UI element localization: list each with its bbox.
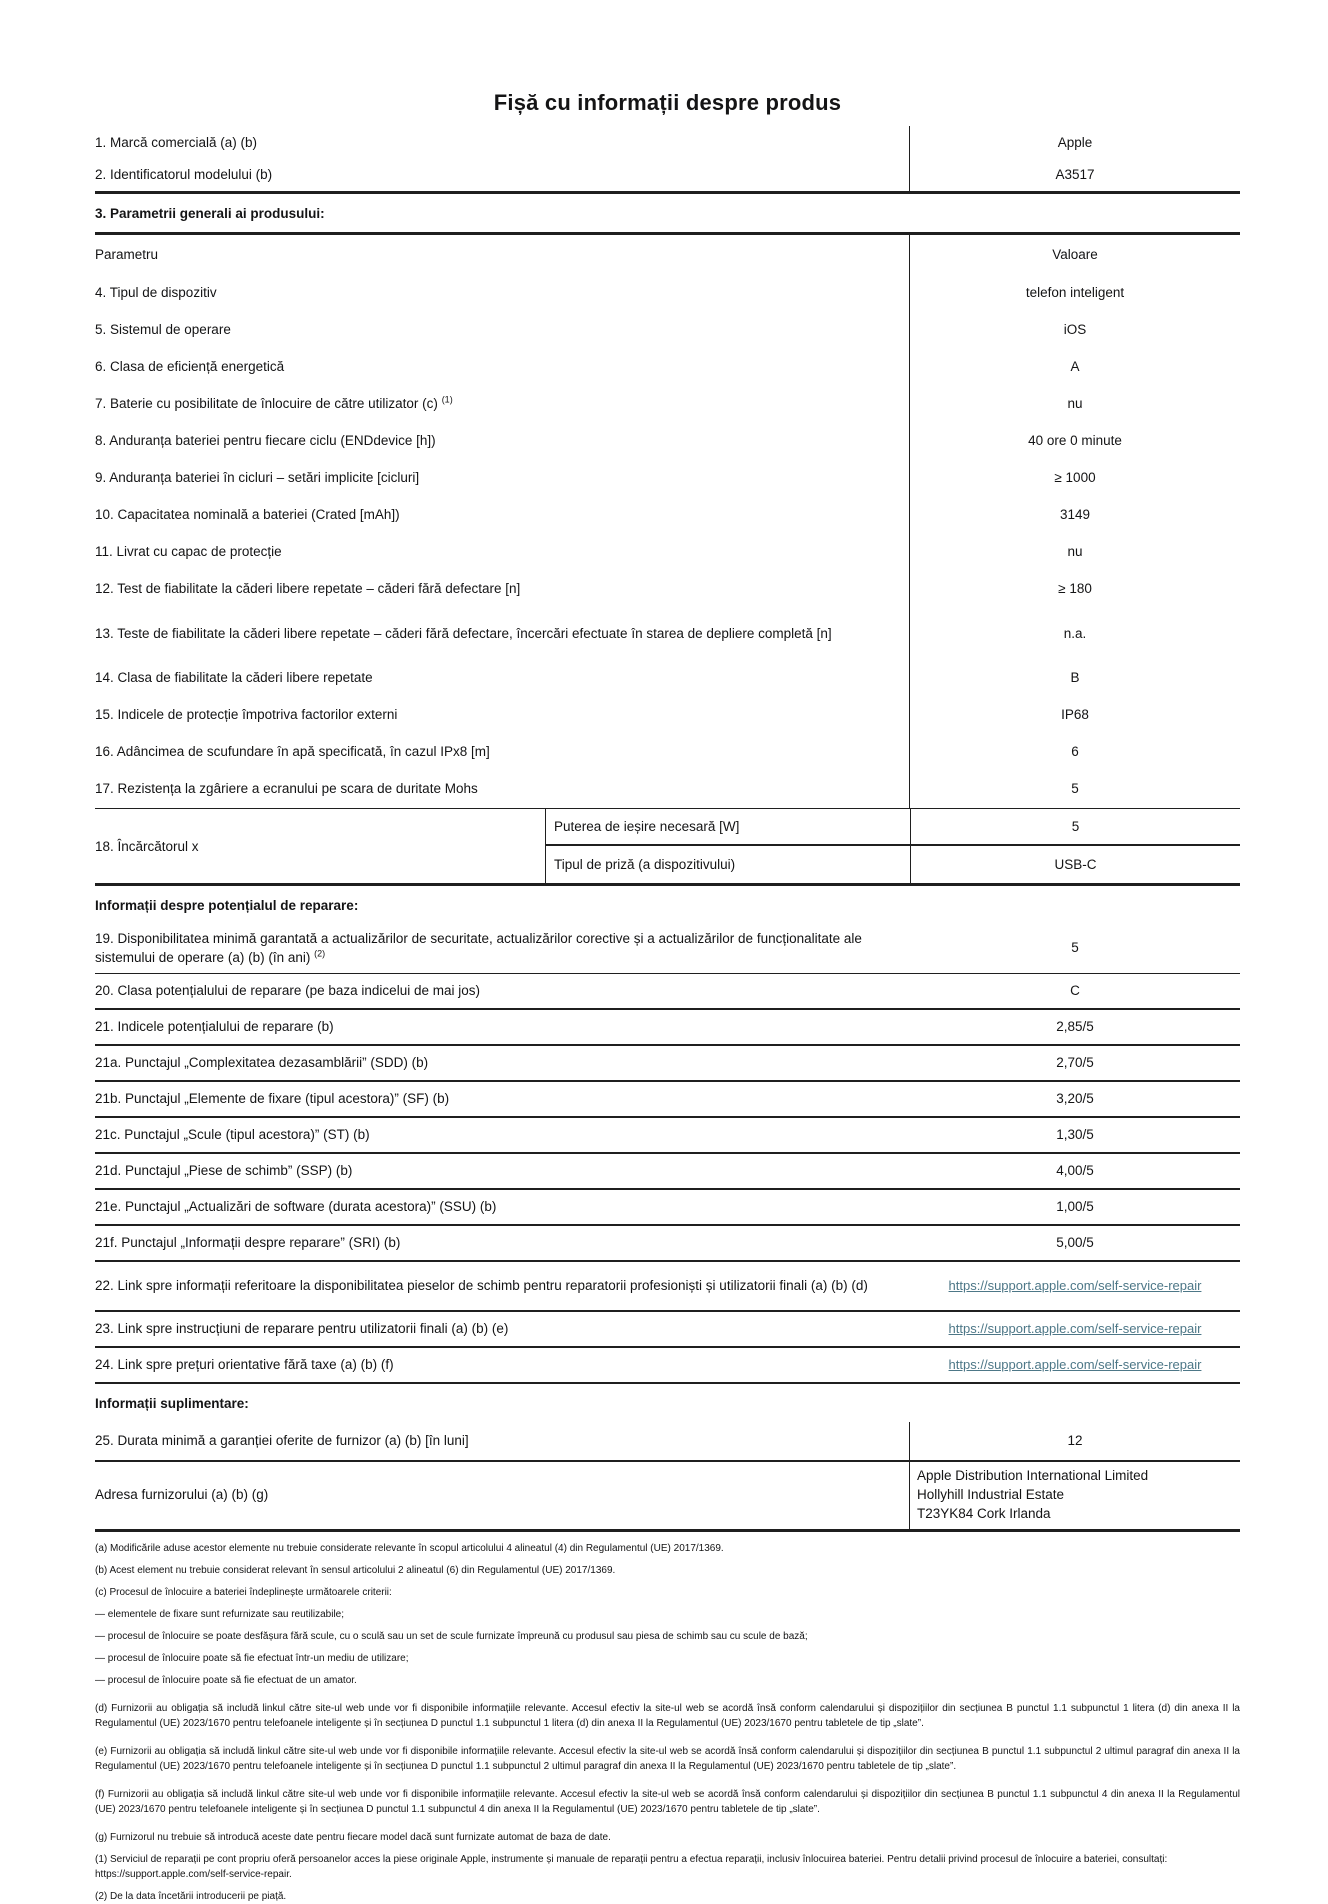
row-value: Apple	[1057, 134, 1093, 150]
row-label: 21d. Punctajul „Piese de schimb” (SSP) (b)	[95, 1162, 353, 1178]
row-label: 12. Test de fiabilitate la căderi libere repetate – căderi fără defectare [n]	[95, 571, 910, 608]
row-value: 2,70/5	[1056, 1054, 1094, 1070]
footnote-d: (d) Furnizorii au obligația să includă linkul către site-ul web unde vor fi disponibile informațiile relevante. Accesul efectiv la site-ul web se acordă însă conform calendarului și dispozițiilor din secțiunea B punctul 1.1 subpunctul 1 litera (d) din anexa II la Regulamentul (UE) 2023/1670 pentru telefoanele inteligente și în secțiunea D punctul 1.1 subpunctul 1 litera (d) din anexa II la Regulamentul (UE) 2023/1670 pentru tabletele de tip „slate”.	[95, 1702, 1240, 1729]
footnote-c-item: — procesul de înlocuire poate să fie efectuat de un amator.	[95, 1674, 357, 1686]
row-value: 40 ore 0 minute	[1028, 433, 1122, 449]
row-label: 19. Disponibilitatea minimă garantată a actualizărilor de securitate, actualizărilor corective și a actualizărilor de funcționalitate ale sistemului de operare (a) (b) (în ani) $^{(2)}$	[95, 931, 862, 965]
row-value: B	[1070, 670, 1080, 686]
row-value: 6	[1071, 744, 1079, 760]
row-label: 21e. Punctajul „Actualizări de software (durata acestora)” (SSU) (b)	[95, 1198, 497, 1214]
table-row-22	[95, 1262, 1240, 1312]
footnote-c-item: — elementele de fixare sunt refurnizate sau reutilizabile;	[95, 1608, 345, 1620]
row-value: 5	[1071, 781, 1079, 797]
address-line: T23YK84 Cork Irlanda	[917, 1506, 1051, 1522]
row-label: Tipul de priză (a dispozitivului)	[546, 846, 911, 883]
table-row-4	[95, 275, 1240, 312]
row-label: 13. Teste de fiabilitate la căderi libere repetate – căderi fără defectare, încercări efectuate în starea de depliere completă [n]	[95, 608, 910, 660]
row-value: 2,85/5	[1056, 1018, 1094, 1034]
row-label: 17. Rezistența la zgâriere a ecranului pe scara de duritate Mohs	[95, 771, 910, 808]
footnote-c-item: — procesul de înlocuire poate să fie efectuat într-un mediu de utilizare;	[95, 1652, 409, 1664]
row-label: 8. Anduranța bateriei pentru fiecare ciclu (ENDdevice [h])	[95, 423, 910, 460]
row-label: 22. Link spre informații referitoare la disponibilitatea pieselor de schimb pentru reparatorii profesioniști și utilizatorii finali (a) (b) (d)	[95, 1277, 868, 1293]
footnote-1: (1) Serviciul de reparații pe cont propriu oferă persoanelor acces la piese originale Apple, instrumente și manuale de reparații pentru a efectua reparații, inclusiv înlocuirea bateriei. Pentru detalii privind procesul de înlocuire a bateriei, consultați: https://support.apple.com/self-service-repair.	[95, 1853, 1168, 1880]
footnote-e: (e) Furnizorii au obligația să includă linkul către site-ul web unde vor fi disponibile informațiile relevante. Accesul efectiv la site-ul web se acordă însă conform calendarului și dispozițiilor din secțiunea B punctul 1.1 subpunctul 2 ultimul paragraf din anexa II la Regulamentul (UE) 2023/1670 pentru telefoanele inteligente și în secțiunea D punctul 1.1 subpunctul 2 ultimul paragraf din anexa II la Regulamentul (UE) 2023/1670 pentru tabletele de tip „slate”.	[95, 1745, 1240, 1772]
table-row-param-header	[95, 235, 1240, 275]
row-label: 21a. Punctajul „Complexitatea dezasamblării” (SDD) (b)	[95, 1054, 429, 1070]
table-row-brand	[95, 126, 1240, 160]
column-header-parametru: Parametru	[95, 235, 910, 275]
row-label: 7. Baterie cu posibilitate de înlocuire de către utilizator (c) $^{(1)}$	[95, 386, 910, 423]
footnote-a: (a) Modificările aduse acestor elemente nu trebuie considerate relevante în scopul articolului 4 alineatul (4) din Regulamentul (UE) 2017/1369.	[95, 1542, 724, 1554]
row-label: 5. Sistemul de operare	[95, 312, 910, 349]
row-value: A	[1070, 359, 1080, 375]
footnote-2: (2) De la data încetării introducerii pe piață.	[95, 1890, 287, 1902]
table-row-21a	[95, 1046, 1240, 1082]
table-row-21e	[95, 1190, 1240, 1226]
section-header-general: 3. Parametrii generali ai produsului:	[95, 194, 1240, 235]
table-row-21d	[95, 1154, 1240, 1190]
row-label: 14. Clasa de fiabilitate la căderi libere repetate	[95, 660, 910, 697]
footnote-g: (g) Furnizorul nu trebuie să introducă aceste date pentru fiecare model dacă sunt furnizate automat de baza de date.	[95, 1831, 611, 1843]
table-row-18-charger	[95, 808, 1240, 886]
row-value	[910, 1262, 1240, 1310]
row-label: 25. Durata minimă a garanției oferite de furnizor (a) (b) [în luni]	[95, 1422, 910, 1460]
table-row-25	[95, 1422, 1240, 1462]
column-header-valoare: Valoare	[1052, 246, 1098, 262]
footnotes	[95, 1541, 1240, 1904]
row-label: 21f. Punctajul „Informații despre reparare” (SRI) (b)	[95, 1234, 401, 1250]
row-label: 21c. Punctajul „Scule (tipul acestora)” (ST) (b)	[95, 1126, 370, 1142]
row-label: 21. Indicele potențialului de reparare (b)	[95, 1018, 334, 1034]
table-row-13	[95, 608, 1240, 660]
repair-instructions-link[interactable]: https://support.apple.com/self-service-repair	[948, 1321, 1202, 1337]
charger-subrow-plug	[546, 846, 1240, 883]
footnote-ref-2: (2)	[314, 948, 326, 958]
row-value: 1,00/5	[1056, 1198, 1094, 1214]
row-label: 21b. Punctajul „Elemente de fixare (tipul acestora)” (SF) (b)	[95, 1090, 450, 1106]
table-row-11	[95, 534, 1240, 571]
row-value	[910, 1348, 1240, 1382]
row-value: iOS	[1063, 322, 1087, 338]
footnote-c-item: — procesul de înlocuire se poate desfășura fără scule, cu o sculă sau un set de scule furnizate împreună cu produsul sau piesa de schimb sau cu scule de bază;	[95, 1630, 808, 1642]
table-row-7	[95, 386, 1240, 423]
row-label: 11. Livrat cu capac de protecție	[95, 534, 910, 571]
row-value: 5	[1071, 819, 1080, 834]
table-row-5	[95, 312, 1240, 349]
row-label: 10. Capacitatea nominală a bateriei (Crated [mAh])	[95, 497, 910, 534]
row-value: USB-C	[1054, 857, 1097, 872]
row-label: 20. Clasa potențialului de reparare (pe baza indicelui de mai jos)	[95, 982, 480, 998]
table-row-8	[95, 423, 1240, 460]
table-row-6	[95, 349, 1240, 386]
row-label: Puterea de ieșire necesară [W]	[546, 809, 911, 844]
row-value: nu	[1067, 544, 1083, 560]
footnote-b: (b) Acest element nu trebuie considerat relevant în sensul articolului 2 alineatul (6) din Regulamentul (UE) 2017/1369.	[95, 1564, 616, 1576]
row-value: A3517	[1055, 167, 1095, 183]
row-value: C	[1070, 982, 1080, 998]
table-row-supplier-address	[95, 1462, 1240, 1532]
table-row-24	[95, 1348, 1240, 1384]
supplier-address	[910, 1462, 1240, 1529]
table-row-12	[95, 571, 1240, 608]
row-label: 6. Clasa de eficiență energetică	[95, 349, 910, 386]
address-line: Apple Distribution International Limited	[917, 1468, 1149, 1483]
table-row-9	[95, 460, 1240, 497]
table-row-10	[95, 497, 1240, 534]
row-label: Adresa furnizorului (a) (b) (g)	[95, 1462, 910, 1529]
page-title: Fișă cu informații despre produs	[493, 90, 842, 115]
row-value: 3149	[1059, 507, 1091, 523]
footnote-c: (c) Procesul de înlocuire a bateriei îndeplinește următoarele criterii:	[95, 1586, 392, 1598]
row-label: 1. Marcă comercială (a) (b)	[95, 126, 910, 160]
spare-parts-link[interactable]: https://support.apple.com/self-service-repair	[948, 1278, 1202, 1294]
table-row-21f	[95, 1226, 1240, 1262]
row-value: 1,30/5	[1056, 1126, 1094, 1142]
row-label: 24. Link spre prețuri orientative fără taxe (a) (b) (f)	[95, 1356, 394, 1372]
row-value: n.a.	[1063, 625, 1087, 641]
indicative-prices-link[interactable]: https://support.apple.com/self-service-repair	[948, 1357, 1202, 1373]
row-value: 12	[1067, 1432, 1083, 1448]
section-header-repair: Informații despre potențialul de reparare:	[95, 898, 359, 913]
row-value	[910, 1312, 1240, 1346]
row-label: 4. Tipul de dispozitiv	[95, 275, 910, 312]
row-label: 2. Identificatorul modelului (b)	[95, 160, 910, 191]
row-value: 5	[1071, 940, 1079, 956]
row-value: ≥ 1000	[1054, 470, 1096, 486]
table-row-16	[95, 734, 1240, 771]
row-label: 18. Încărcătorul x	[95, 838, 199, 854]
row-value: IP68	[1061, 707, 1089, 723]
row-label: 15. Indicele de protecție împotriva factorilor externi	[95, 697, 910, 734]
table-row-21	[95, 1010, 1240, 1046]
row-label: 9. Anduranța bateriei în cicluri – setări implicite [cicluri]	[95, 460, 910, 497]
row-value: 3,20/5	[1056, 1090, 1094, 1106]
table-row-15	[95, 697, 1240, 734]
table-row-20	[95, 974, 1240, 1010]
table-row-21b	[95, 1082, 1240, 1118]
table-row-14	[95, 660, 1240, 697]
row-label: 23. Link spre instrucțiuni de reparare pentru utilizatorii finali (a) (b) (e)	[95, 1320, 509, 1336]
row-value: 4,00/5	[1056, 1162, 1094, 1178]
charger-subrow-power	[546, 809, 1240, 846]
address-line: Hollyhill Industrial Estate	[917, 1487, 1065, 1503]
row-value: 5,00/5	[1056, 1234, 1094, 1250]
row-value: nu	[1067, 396, 1083, 412]
charger-subtable	[545, 809, 1240, 883]
section-header-supplementary: Informații suplimentare:	[95, 1396, 249, 1411]
footnote-ref-1: (1)	[441, 394, 453, 405]
table-row-model	[95, 160, 1240, 194]
footnote-f: (f) Furnizorii au obligația să includă linkul către site-ul web unde vor fi disponibile informațiile relevante. Accesul efectiv la site-ul web se acordă însă conform calendarului și dispozițiilor din secțiunea B punctul 1.1 subpunctul 4 din anexa II la Regulamentul (UE) 2023/1670 pentru telefoanele inteligente și în secțiunea D punctul 1.1 subpunctul 4 din anexa II la Regulamentul (UE) 2023/1670 pentru tabletele de tip „slate”.	[95, 1788, 1240, 1815]
product-fiche-page	[95, 0, 1240, 1904]
table-row-23	[95, 1312, 1240, 1348]
row-label: 16. Adâncimea de scufundare în apă specificată, în cazul IPx8 [m]	[95, 734, 910, 771]
row-value: ≥ 180	[1058, 581, 1092, 597]
table-row-21c	[95, 1118, 1240, 1154]
row-value: telefon inteligent	[1025, 285, 1125, 301]
table-row-19	[95, 924, 1240, 974]
table-row-17	[95, 771, 1240, 808]
